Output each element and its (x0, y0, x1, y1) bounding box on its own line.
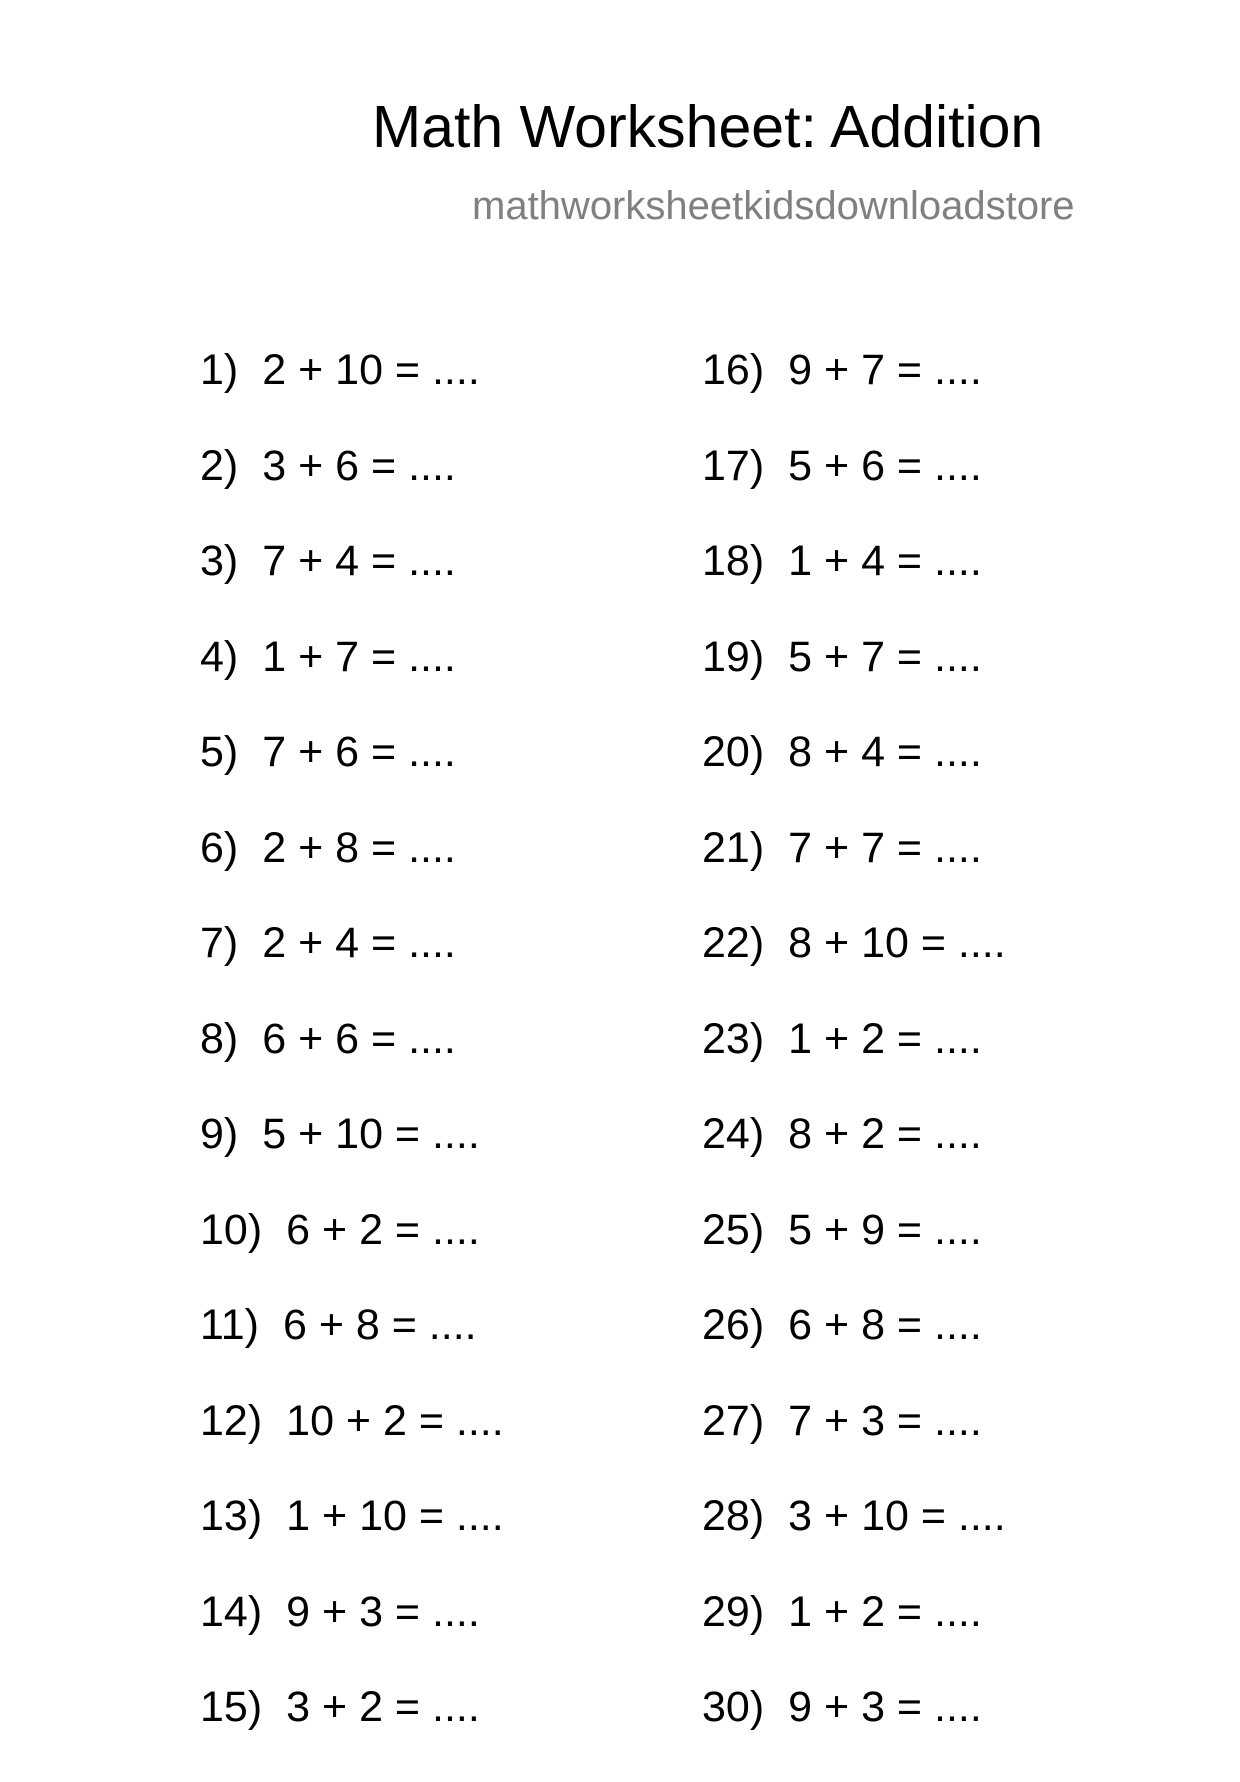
problem-item (702, 1492, 1006, 1591)
problem-expression: 3 + 6 = .... (262, 441, 456, 490)
worksheet-subtitle: mathworksheetkidsdownloadstore (472, 184, 1075, 228)
problem-number: 1) (200, 346, 239, 394)
problem-expression: 10 + 2 = .... (286, 1396, 504, 1445)
problem-expression: 6 + 8 = .... (282, 1301, 477, 1349)
problem-number: 24) (702, 1110, 765, 1158)
problem-number: 23) (702, 1014, 765, 1063)
problem-item (200, 1587, 504, 1687)
problem-number: 25) (702, 1205, 765, 1254)
problem-expression: 5 + 10 = .... (262, 1110, 480, 1158)
problem-item (702, 1396, 1006, 1496)
problem-number: 17) (702, 441, 765, 490)
problem-item (702, 1683, 1006, 1782)
problem-expression: 5 + 9 = .... (788, 1205, 982, 1254)
problem-number: 19) (702, 632, 765, 681)
problem-item (200, 823, 504, 923)
problem-expression: 9 + 3 = .... (286, 1587, 480, 1636)
problem-item (200, 919, 504, 1018)
problem-item (200, 1683, 504, 1782)
problem-item (702, 1014, 1006, 1114)
problem-item (702, 1110, 1006, 1209)
problem-number: 3) (200, 537, 239, 585)
problem-expression: 3 + 2 = .... (286, 1683, 480, 1731)
problem-item (200, 1110, 504, 1209)
problem-expression: 7 + 3 = .... (788, 1396, 982, 1445)
problem-item (702, 823, 1006, 923)
problem-number: 26) (702, 1301, 765, 1349)
problem-number: 14) (200, 1587, 263, 1636)
problem-number: 13) (200, 1492, 263, 1540)
problem-item (702, 1587, 1006, 1687)
problem-expression: 8 + 4 = .... (788, 728, 982, 776)
problem-expression: 6 + 8 = .... (788, 1301, 982, 1349)
problem-item (200, 1205, 504, 1305)
problem-expression: 1 + 2 = .... (788, 1014, 982, 1063)
problem-number: 4) (200, 632, 239, 681)
problem-number: 15) (200, 1683, 263, 1731)
problem-item (200, 537, 504, 636)
problem-expression: 1 + 7 = .... (262, 632, 456, 681)
problem-number: 18) (702, 537, 765, 585)
problem-expression: 8 + 10 = .... (788, 919, 1006, 967)
problem-column-left (200, 346, 504, 1782)
problem-number: 29) (702, 1587, 765, 1636)
problem-item (702, 1205, 1006, 1305)
worksheet-title: Math Worksheet: Addition (372, 94, 1044, 160)
problem-number: 2) (200, 441, 239, 490)
problem-item (702, 919, 1006, 1018)
problem-number: 20) (702, 728, 765, 776)
problem-item (702, 346, 1006, 445)
problem-number: 30) (702, 1683, 765, 1731)
problem-item (702, 728, 1006, 827)
problem-item (702, 537, 1006, 636)
problem-number: 8) (200, 1014, 239, 1063)
problem-number: 6) (200, 823, 239, 872)
problem-number: 28) (702, 1492, 765, 1540)
problem-expression: 7 + 4 = .... (262, 537, 456, 585)
problem-number: 27) (702, 1396, 765, 1445)
problem-item (702, 632, 1006, 732)
problem-expression: 5 + 7 = .... (788, 632, 982, 681)
problem-number: 22) (702, 919, 765, 967)
problem-expression: 2 + 4 = .... (262, 919, 456, 967)
problem-expression: 7 + 7 = .... (788, 823, 982, 872)
problem-item (702, 441, 1006, 541)
problem-number: 16) (702, 346, 765, 394)
problem-expression: 1 + 4 = .... (788, 537, 982, 585)
problem-item (200, 441, 504, 541)
problem-item (702, 1301, 1006, 1400)
problem-expression: 9 + 7 = .... (788, 346, 982, 394)
problem-item (200, 1014, 504, 1114)
problem-number: 9) (200, 1110, 239, 1158)
problem-number: 11) (200, 1301, 259, 1349)
problem-column-right (702, 346, 1006, 1782)
problem-expression: 6 + 2 = .... (286, 1205, 480, 1254)
problem-number: 12) (200, 1396, 263, 1445)
problem-item (200, 728, 504, 827)
problem-expression: 6 + 6 = .... (262, 1014, 456, 1063)
problem-item (200, 632, 504, 732)
problem-number: 5) (200, 728, 239, 776)
problem-expression: 2 + 8 = .... (262, 823, 456, 872)
problem-item (200, 1492, 504, 1591)
problem-item (200, 1396, 504, 1496)
problem-number: 7) (200, 919, 239, 967)
problem-expression: 1 + 10 = .... (286, 1492, 504, 1540)
problem-expression: 8 + 2 = .... (788, 1110, 982, 1158)
problem-expression: 2 + 10 = .... (262, 346, 480, 394)
problem-number: 21) (702, 823, 765, 872)
problem-expression: 7 + 6 = .... (262, 728, 456, 776)
problem-expression: 1 + 2 = .... (788, 1587, 982, 1636)
problem-expression: 5 + 6 = .... (788, 441, 982, 490)
problem-expression: 9 + 3 = .... (788, 1683, 982, 1731)
problem-item (200, 1301, 504, 1400)
problem-expression: 3 + 10 = .... (788, 1492, 1006, 1540)
problem-item (200, 346, 504, 445)
problem-number: 10) (200, 1205, 263, 1254)
